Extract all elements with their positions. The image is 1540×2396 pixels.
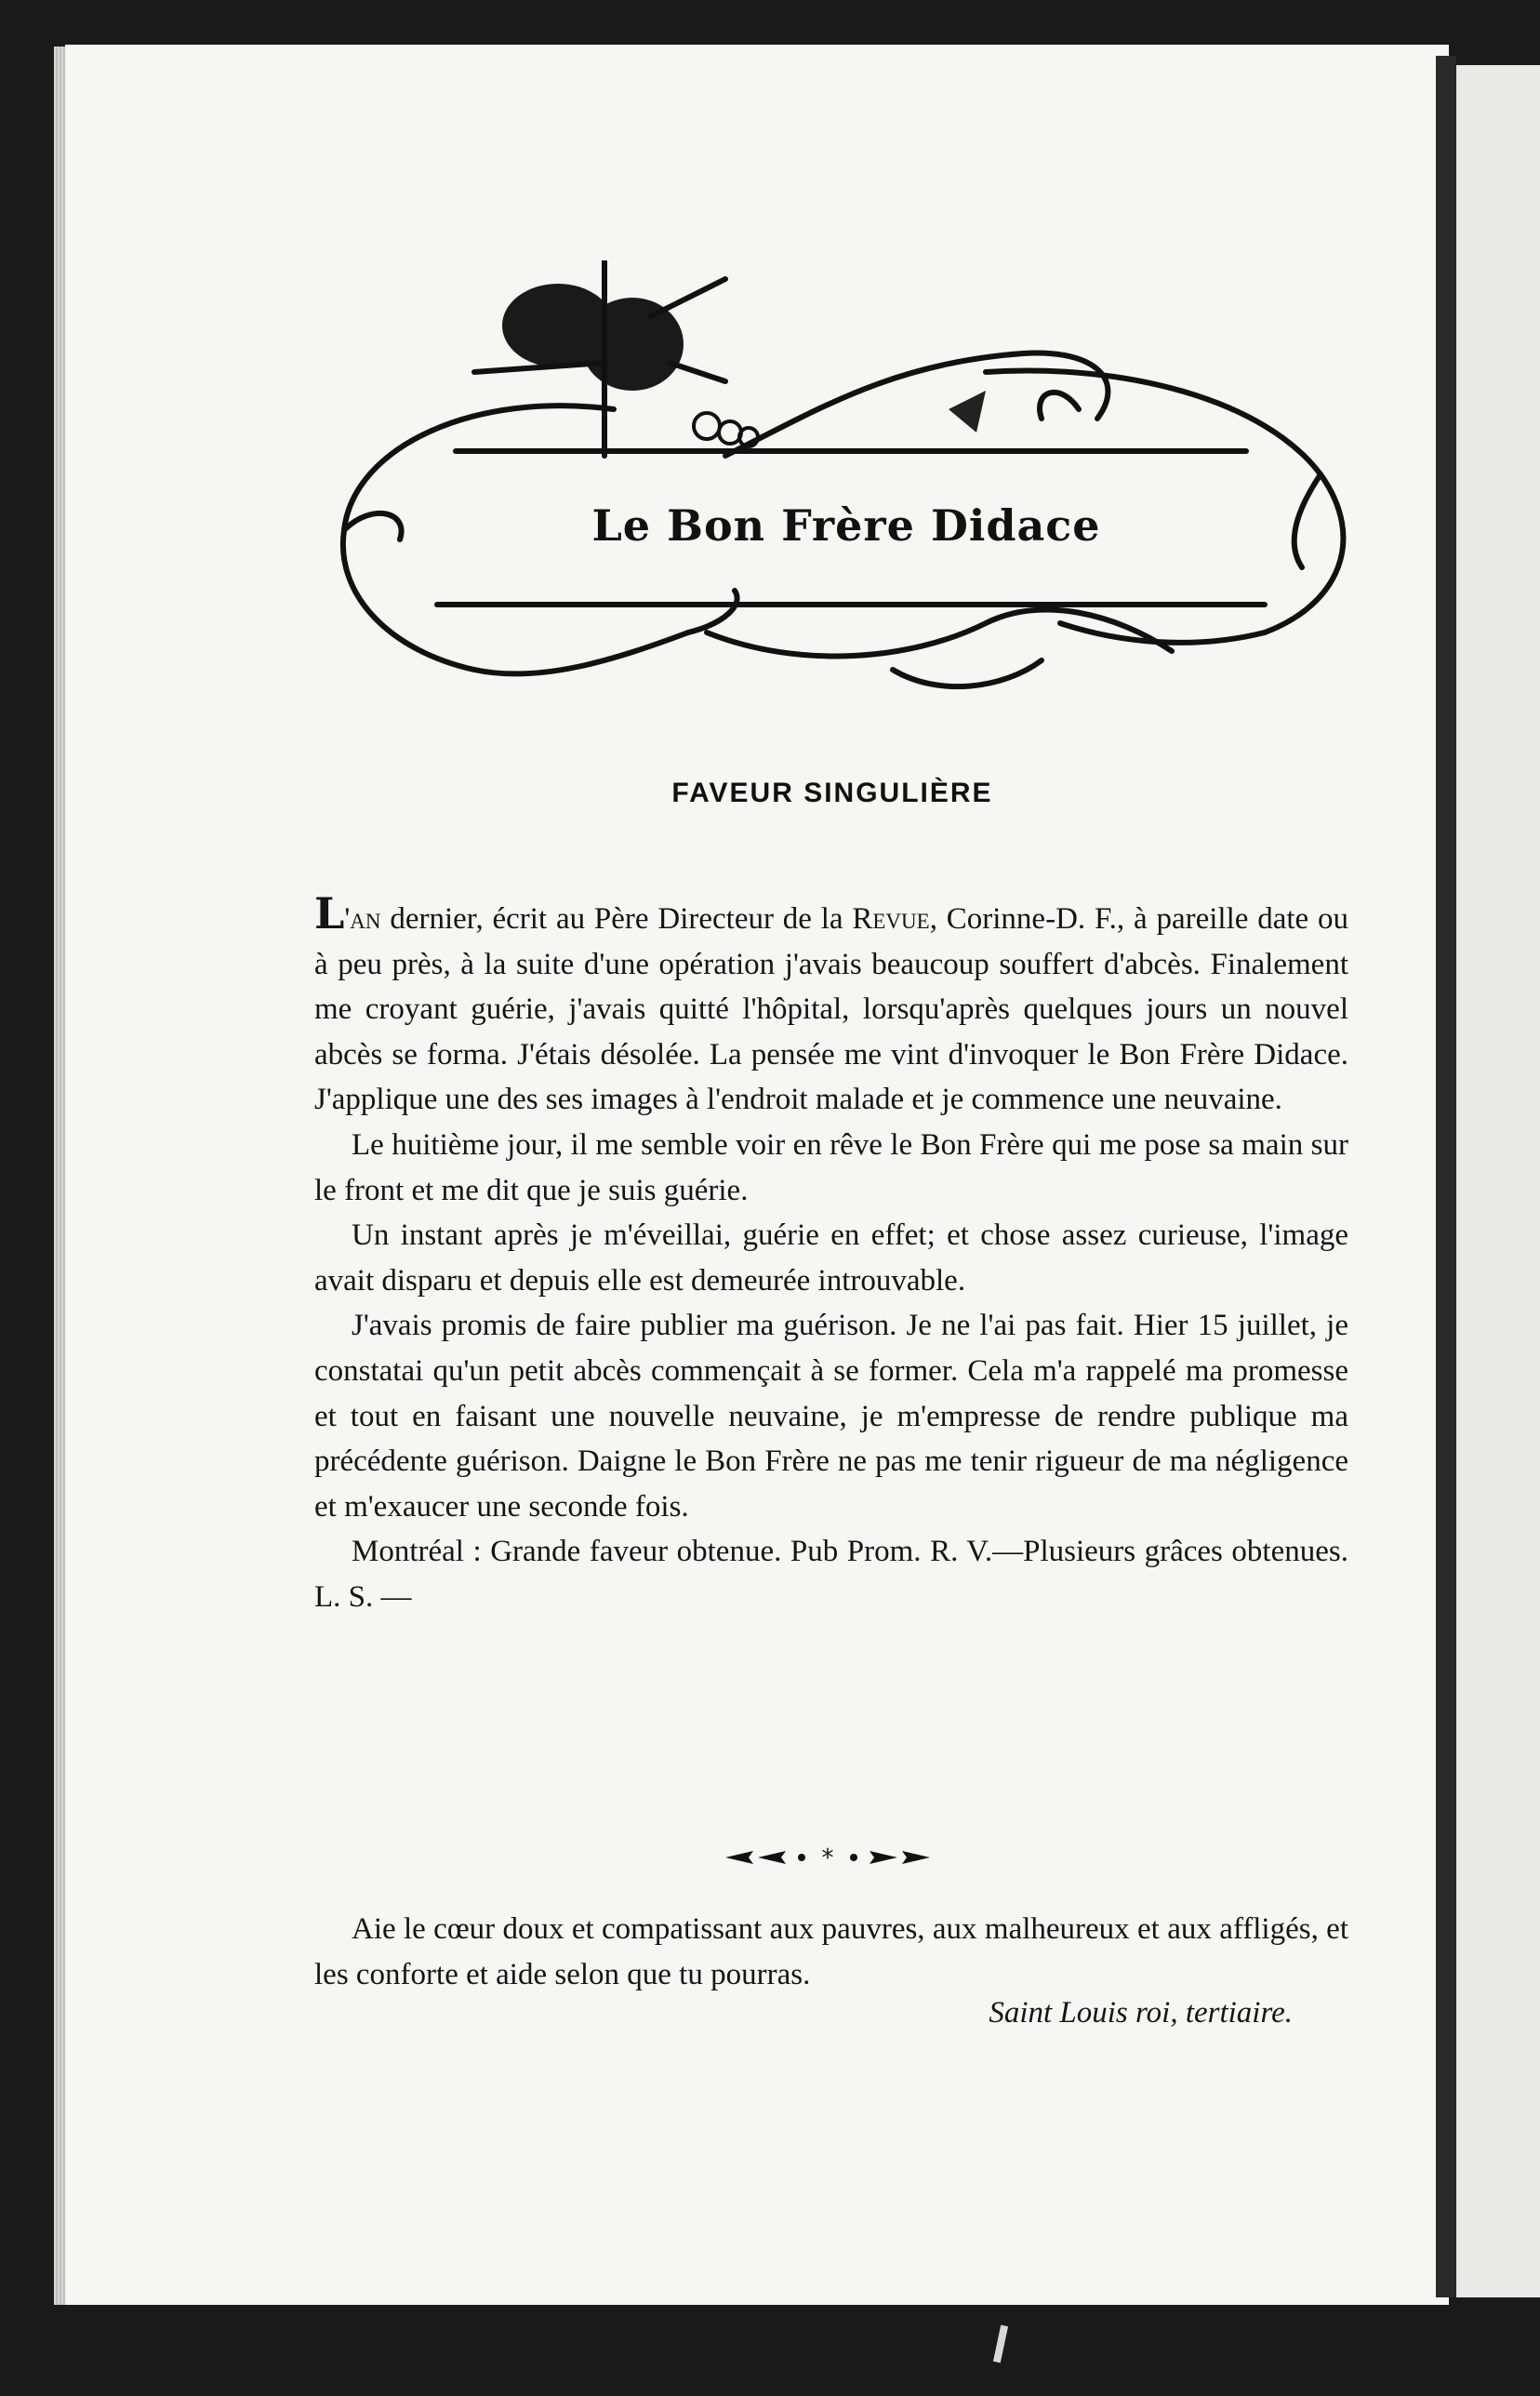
quote-text: Aie le cœur doux et compatissant aux pauvres, aux malheureux et aux affligés, et les conforte et aide selon que tu pourras. bbox=[314, 1912, 1348, 1991]
lead-word: 'an bbox=[344, 902, 381, 936]
fleuron-divider-icon bbox=[716, 1844, 939, 1871]
quote-block bbox=[314, 1907, 1348, 1997]
page-spine-shadow bbox=[1436, 56, 1456, 2297]
paragraph-2: Le huitième jour, il me semble voir en rêve le Bon Frère qui me pose sa main sur le front et me dit que je suis guérie. bbox=[314, 1127, 1348, 1207]
revue-word: Revue bbox=[852, 902, 930, 936]
svg-text:*: * bbox=[821, 1844, 834, 1871]
article-subtitle: FAVEUR SINGULIÈRE bbox=[671, 778, 993, 808]
paragraph-1-part-2: , Corinne-D. F., à pareille date ou à peu près, à la suite d'une opération j'avais beaucoup souffert d'abcès. Finalement me croyant guérie, j'avais quitté l'hôpital, lorsqu'après quelques jours un nouvel abcès se forma. J'étais désolée. La pensée me vint d'invoquer le Bon Frère Didace. J'applique une des ses images à l'endroit malade et je commence une neuvaine. bbox=[314, 902, 1348, 1117]
paragraph-1 bbox=[314, 888, 1348, 1123]
article-body bbox=[314, 888, 1348, 1620]
paragraph-3: Un instant après je m'éveillai, guérie en effet; et chose assez curieuse, l'image avait disparu et depuis elle est demeurée introuvable. bbox=[314, 1218, 1348, 1298]
scan-artifact bbox=[993, 2325, 1008, 2363]
paragraph-4: J'avais promis de faire publier ma guérison. Je ne l'ai pas fait. Hier 15 juillet, je constatai qu'un petit abcès commençait à se former. Cela m'a rappelé ma promesse et tout en faisant une nouvelle neuvaine, je m'empresse de rendre publique ma précédente guérison. Daigne le Bon Frère ne pas me tenir rigueur de ma négligence et m'exaucer une seconde fois. bbox=[314, 1309, 1348, 1524]
floral-cartouche-ornament bbox=[335, 260, 1358, 707]
paragraph-5: Montréal : Grande faveur obtenue. Pub Prom. R. V.—Plusieurs grâces obtenues. L. S. — bbox=[314, 1535, 1348, 1614]
ornament-title: Le Bon Frère Didace bbox=[591, 500, 1101, 551]
adjacent-page bbox=[1456, 65, 1540, 2297]
paragraph-1-part-1: dernier, écrit au Père Directeur de la bbox=[380, 902, 853, 936]
drop-cap: L bbox=[314, 888, 345, 938]
quote-attribution: Saint Louis roi, tertiaire. bbox=[989, 1996, 1293, 2030]
